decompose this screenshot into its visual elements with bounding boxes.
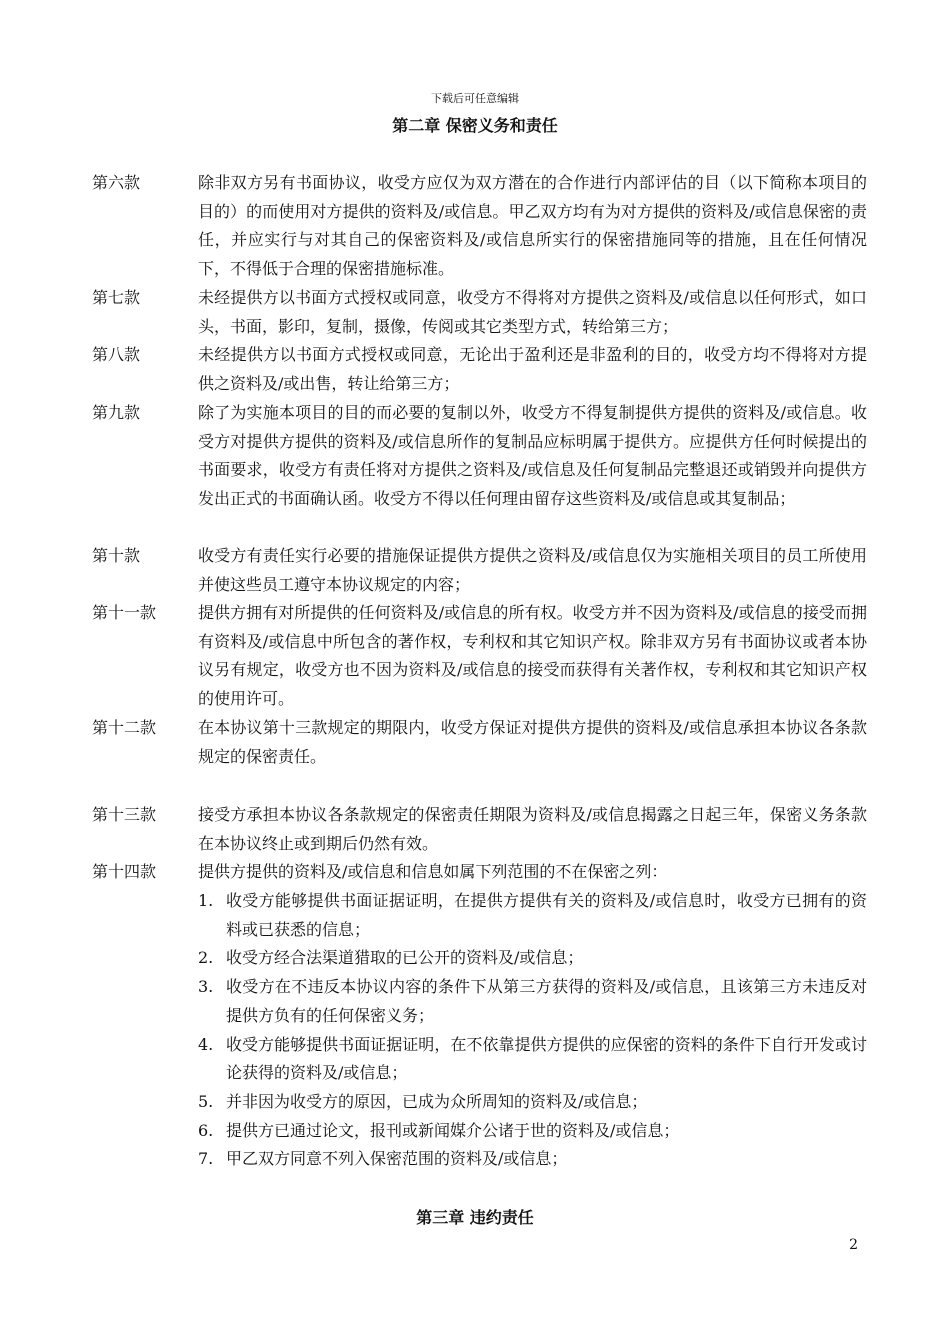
article-13 — [92, 801, 867, 858]
header-note: 下载后可任意编辑 — [431, 92, 519, 105]
list-item-number: 6. — [198, 1120, 214, 1140]
list-item — [198, 973, 867, 1030]
article-text: 未经提供方以书面方式授权或同意，无论出于盈利还是非盈利的目的，收受方均不得将对方提供之资料及/或出售，转让给第三方； — [198, 345, 867, 393]
article-label: 第十三款 — [92, 805, 157, 824]
list-item — [198, 1145, 867, 1174]
article-label: 第九款 — [92, 403, 141, 422]
list-item — [198, 1088, 867, 1117]
article-6 — [92, 169, 867, 284]
list-item — [198, 1031, 867, 1088]
list-item-text: 收受方经合法渠道猎取的已公开的资料及/或信息； — [226, 948, 584, 968]
article-label: 第十款 — [92, 546, 141, 565]
list-item-number: 3. — [198, 977, 214, 997]
article-text: 接受方承担本协议各条款规定的保密责任期限为资料及/或信息揭露之日起三年，保密义务条款在本协议终止或到期后仍然有效。 — [198, 805, 867, 853]
list-item-number: 4. — [198, 1034, 214, 1054]
exclusion-list — [198, 887, 867, 1174]
article-10 — [92, 542, 867, 599]
article-text: 除非双方另有书面协议，收受方应仅为双方潜在的合作进行内部评估的目（以下简称本项目的目的）的而使用对方提供的资料及/或信息。甲乙双方均有为对方提供的资料及/或信息保密的责任，并应实行与对其自己的保密资料及/或信息所实行的保密措施同等的措施，且在任何情况下，不得低于合理的保密措施标准。 — [198, 173, 867, 279]
article-text: 在本协议第十三款规定的期限内，收受方保证对提供方提供的资料及/或信息承担本协议各条款规定的保密责任。 — [198, 718, 867, 766]
list-item — [198, 887, 867, 944]
list-item-text: 并非因为收受方的原因，已成为众所周知的资料及/或信息； — [226, 1091, 648, 1111]
list-item — [198, 944, 867, 973]
list-item-text: 收受方能够提供书面证据证明，在不依靠提供方提供的应保密的资料的条件下自行开发或讨论获得的资料及/或信息； — [226, 1034, 867, 1083]
list-item-number: 2. — [198, 948, 214, 968]
article-7 — [92, 284, 867, 341]
chapter-3-title: 第三章 违约责任 — [416, 1208, 534, 1227]
list-item-text: 收受方能够提供书面证据证明，在提供方提供有关的资料及/或信息时，收受方已拥有的资料或已获悉的信息； — [226, 891, 867, 939]
list-item-number: 7. — [198, 1149, 214, 1169]
article-label: 第六款 — [92, 173, 141, 192]
chapter-2-title: 第二章 保密义务和责任 — [392, 116, 558, 135]
list-item-text: 提供方已通过论文，报刊或新闻媒介公诸于世的资料及/或信息； — [226, 1120, 680, 1140]
article-14 — [92, 858, 867, 887]
list-item-number: 1. — [198, 891, 214, 910]
list-item-number: 5. — [198, 1091, 214, 1111]
article-label: 第十四款 — [92, 862, 157, 881]
article-11 — [92, 599, 867, 714]
article-label: 第十一款 — [92, 603, 157, 622]
page-number: 2 — [849, 1237, 858, 1253]
article-text: 收受方有责任实行必要的措施保证提供方提供之资料及/或信息仅为实施相关项目的员工所使用并使这些员工遵守本协议规定的内容； — [198, 546, 867, 594]
article-label: 第十二款 — [92, 718, 157, 737]
article-9 — [92, 399, 867, 514]
list-item — [198, 1117, 867, 1146]
article-12 — [92, 714, 867, 771]
article-8 — [92, 341, 867, 398]
list-item-text: 收受方在不违反本协议内容的条件下从第三方获得的资料及/或信息，且该第三方未违反对提供方负有的任何保密义务； — [226, 977, 867, 1025]
article-text: 提供方提供的资料及/或信息和信息如属下列范围的不在保密之列： — [198, 862, 668, 881]
article-label: 第八款 — [92, 345, 141, 364]
article-text: 提供方拥有对所提供的任何资料及/或信息的所有权。收受方并不因为资料及/或信息的接受而拥有资料及/或信息中所包含的著作权，专利权和其它知识产权。除非双方另有书面协议或者本协议另有规定，收受方也不因为资料及/或信息的接受而获得有关著作权，专利权和其它知识产权的使用许可。 — [198, 603, 867, 709]
list-item-text: 甲乙双方同意不列入保密范围的资料及/或信息； — [226, 1149, 568, 1169]
article-label: 第七款 — [92, 288, 141, 307]
article-text: 未经提供方以书面方式授权或同意，收受方不得将对方提供之资料及/或信息以任何形式，如口头，书面，影印，复制，摄像，传阅或其它类型方式，转给第三方； — [198, 288, 867, 336]
article-text: 除了为实施本项目的目的而必要的复制以外，收受方不得复制提供方提供的资料及/或信息。收受方对提供方提供的资料及/或信息所作的复制品应标明属于提供方。应提供方任何时候提出的书面要求，收受方有责任将对方提供之资料及/或信息及任何复制品完整退还或销毁并向提供方发出正式的书面确认函。收受方不得以任何理由留存这些资料及/或信息或其复制品； — [198, 403, 867, 509]
